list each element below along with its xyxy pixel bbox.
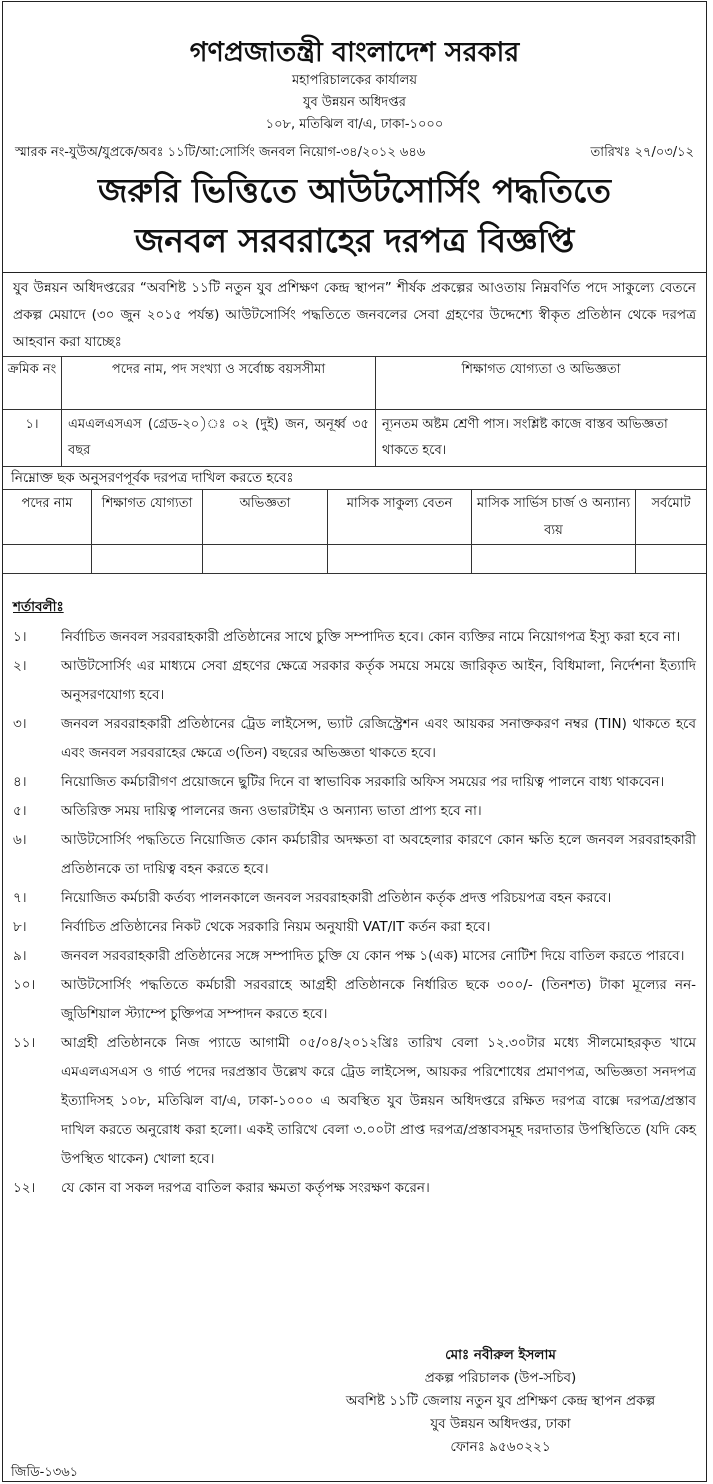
empty-cell: [472, 545, 636, 574]
table-row: [3, 410, 706, 467]
condition-number: ১০।: [13, 977, 36, 993]
list-item: [3, 710, 706, 768]
condition-number: ৩।: [13, 716, 27, 732]
notice-title-line1: জরুরি ভিত্তিতে আউটসোর্সিং পদ্ধতিতে: [97, 171, 612, 210]
signatory-office: যুব উন্নয়ন অধিদপ্তর, ঢাকা: [430, 1416, 571, 1432]
condition-number: ৭।: [13, 890, 27, 906]
office-name: মহাপরিচালকের কার্যালয়: [291, 73, 418, 88]
office-address: ১০৮, মতিঝিল বা/এ, ঢাকা-১০০০: [265, 117, 444, 132]
condition-number: ২।: [13, 658, 27, 674]
format-table-header: [3, 490, 706, 545]
condition-number: ৫।: [13, 803, 27, 819]
format-table: [3, 489, 706, 574]
intro-paragraph: যুব উন্নয়ন অধিদপ্তরের “অবশিষ্ট ১১টি নতুন যুব প্রশিক্ষণ কেন্দ্র স্থাপন” শীর্ষক প্রকল্পের আওতায় নিম্নবর্ণিত পদে সাকুল্যে বেতনে প্রকল্প মেয়াদে (৩০ জুন ২০১৫ পর্যন্ত) আউটসোর্সিং পদ্ধতিতে জনবলের সেবা গ্রহণের উদ্দেশ্যে স্বীকৃত প্রতিষ্ঠান থেকে দরপত্র আহবান করা যাচ্ছেঃ: [13, 280, 696, 350]
header-experience: অভিজ্ঞতা: [203, 490, 328, 545]
table-row: [3, 545, 706, 574]
condition-number: ১২।: [13, 1180, 36, 1196]
notice-title-line2: জনবল সরবরাহের দরপত্র বিজ্ঞপ্তি: [134, 221, 575, 260]
condition-number: ৪।: [13, 774, 27, 790]
header-total: সর্বমোট: [636, 490, 707, 545]
list-item: [3, 942, 706, 971]
list-item: [3, 913, 706, 942]
post-table-header: [3, 357, 706, 410]
condition-text: নির্বাচিত জনবল সরবরাহকারী প্রতিষ্ঠানের সাথে চুক্তি সম্পাদিত হবে। কোন ব্যক্তির নামে নিয়োগপত্র ইস্যু করা হবে না।: [61, 629, 681, 645]
cell-serial: ১।: [3, 410, 62, 467]
condition-text: নিয়োজিত কর্মচারী কর্তব্য পালনকালে জনবল সরবরাহকারী প্রতিষ্ঠান কর্তৃক প্রদত্ত পরিচয়পত্র বহন করবে।: [61, 890, 612, 906]
header-service-charge: মাসিক সার্ভিস চার্জ ও অন্যান্য ব্যয়: [472, 490, 636, 545]
empty-cell: [636, 545, 707, 574]
memo-date: তারিখঃ ২৭/০৩/১২: [590, 145, 694, 160]
conditions-title: শর্তাবলীঃ: [13, 599, 64, 615]
signatory-phone: ফোনঃ ৯৫৬০২২১: [450, 1439, 551, 1455]
condition-text: নিয়োজিত কর্মচারীগণ প্রয়োজনে ছুটির দিনে বা স্বাভাবিক সরকারি অফিস সময়ের পর দায়িত্ব পালনে বাধ্য থাকবেন।: [61, 774, 665, 790]
list-item: [3, 652, 706, 710]
empty-cell: [328, 545, 472, 574]
list-item: [3, 884, 706, 913]
header-post: পদের নাম, পদ সংখ্যা ও সর্বোচ্চ বয়সসীমা: [62, 357, 376, 410]
signatory-project: অবশিষ্ট ১১টি জেলায় নতুন যুব প্রশিক্ষণ কেন্দ্র স্থাপন প্রকল্প: [345, 1393, 656, 1409]
memo-number: স্মারক নং-যুউঅ/যুপ্রকে/অবঃ ১১টি/আ:সোর্সিং জনবল নিয়োগ-৩৪/২০১২ ৬৪৬: [15, 145, 426, 160]
condition-text: আউটসোর্সিং পদ্ধতিতে কর্মচারী সরবরাহে আগ্রহী প্রতিষ্ঠানকে নির্ধারিত ছকে ৩০০/- (তিনশত) টাকা মূল্যের নন-জুডিশিয়াল স্ট্যাম্পে চুক্তিপত্র সম্পাদন করতে হবে।: [61, 977, 696, 1022]
condition-number: ১১।: [13, 1035, 36, 1051]
list-item: [3, 826, 706, 884]
department-name: যুব উন্নয়ন অধিদপ্তর: [303, 95, 406, 110]
cell-qualification: ন্যূনতম অষ্টম শ্রেণী পাস। সংশ্লিষ্ট কাজে বাস্তব অভিজ্ঞতা থাকতে হবে।: [376, 410, 707, 467]
gd-code: জিডি-১৩৬১: [11, 1465, 79, 1480]
list-item: [3, 768, 706, 797]
header-qualification: শিক্ষাগত যোগ্যতা ও অভিজ্ঞতা: [376, 357, 707, 410]
condition-text: আউটসোর্সিং এর মাধ্যমে সেবা গ্রহণের ক্ষেত্রে সরকার কর্তৃক সময়ে সময়ে জারিকৃত আইন, বিধিমালা, নির্দেশনা ইত্যাদি অনুসরণযোগ্য হবে।: [61, 658, 696, 703]
header-monthly-salary: মাসিক সাকুল্য বেতন: [328, 490, 472, 545]
empty-cell: [3, 545, 92, 574]
condition-text: আউটসোর্সিং পদ্ধতিতে নিয়োজিত কোন কর্মচারীর অদক্ষতা বা অবহেলার কারণে কোন ক্ষতি হলে জনবল সরবরাহকারী প্রতিষ্ঠানকে তা দায়িত্ব বহন করতে হবে।: [61, 832, 696, 877]
memo-row: [3, 142, 706, 164]
conditions-list: [3, 623, 706, 1203]
tender-notice-page: [2, 1, 707, 1482]
condition-text: আগ্রহী প্রতিষ্ঠানকে নিজ প্যাডে আগামী ০৫/০৪/২০১২খ্রিঃ তারিখ বেলা ১২.৩০টার মধ্যে সীলমোহরকৃত খামে এমএলএসএস ও গার্ড পদের দরপ্রস্তাব উল্লেখ করে ট্রেড লাইসেন্স, আয়কর পরিশোধের প্রমাণপত্র, অভিজ্ঞতা সনদপত্র ইত্যাদিসহ ১০৮, মতিঝিল বা/এ, ঢাকা-১০০০ এ অবস্থিত যুব উন্নয়ন অধিদপ্তরে রক্ষিত দরপত্র বাক্সে দরপত্র/প্রস্তাব দাখিল করতে অনুরোধ করা হলো। একই তারিখে বেলা ৩.০০টা প্রাপ্ত দরপত্র/প্রস্তাবসমূহ দরদাতার উপস্থিতিতে (যদি কেহ উপস্থিত থাকেন) খোলা হবে।: [61, 1035, 696, 1167]
condition-text: যে কোন বা সকল দরপত্র বাতিল করার ক্ষমতা কর্তৃপক্ষ সংরক্ষণ করেন।: [61, 1180, 430, 1196]
header-education: শিক্ষাগত যোগ্যতা: [92, 490, 203, 545]
list-item: [3, 623, 706, 652]
signature-block: [303, 1344, 698, 1459]
signatory-name: মোঃ নবীরুল ইসলাম: [445, 1347, 556, 1363]
condition-number: ১।: [13, 629, 27, 645]
list-item: [3, 971, 706, 1029]
condition-text: জনবল সরবরাহকারী প্রতিষ্ঠানের ট্রেড লাইসেন্স, ভ্যাট রেজিস্ট্রেশন এবং আয়কর সনাক্তকরণ নম্বর (TIN) থাকতে হবে এবং জনবল সরবরাহের ক্ষেত্রে ৩(তিন) বছরের অভিজ্ঞতা থাকতে হবে।: [61, 716, 696, 761]
condition-number: ৯।: [13, 948, 27, 964]
signatory-designation: প্রকল্প পরিচালক (উপ-সচিব): [424, 1370, 577, 1386]
condition-number: ৬।: [13, 832, 27, 848]
list-item: [3, 797, 706, 826]
list-item: [3, 1029, 706, 1174]
header-serial: ক্রমিক নং: [3, 357, 62, 410]
government-heading: গণপ্রজাতন্ত্রী বাংলাদেশ সরকার: [189, 37, 520, 68]
list-item: [3, 1174, 706, 1203]
empty-cell: [203, 545, 328, 574]
cell-post: এমএলএসএস (গ্রেড-২০)ঃ ০২ (দুই) জন, অনূর্ধ্ব ৩৫ বছর: [62, 410, 376, 467]
condition-text: জনবল সরবরাহকারী প্রতিষ্ঠানের সঙ্গে সম্পাদিত চুক্তি যে কোন পক্ষ ১(এক) মাসের নোটিশ দিয়ে বাতিল করতে পারবে।: [61, 948, 685, 964]
condition-text: অতিরিক্ত সময় দায়িত্ব পালনের জন্য ওভারটাইম ও অন্যান্য ভাতা প্রাপ্য হবে না।: [61, 803, 482, 819]
condition-number: ৮।: [13, 919, 27, 935]
header-post-name: পদের নাম: [3, 490, 92, 545]
post-table: [3, 356, 706, 467]
format-note: নিম্নোক্ত ছক অনুসরণপূর্বক দরপত্র দাখিল করতে হবেঃ: [11, 470, 294, 486]
condition-text: নির্বাচিত প্রতিষ্ঠানের নিকট থেকে সরকারি নিয়ম অনুযায়ী VAT/IT কর্তন করা হবে।: [61, 919, 491, 935]
empty-cell: [92, 545, 203, 574]
